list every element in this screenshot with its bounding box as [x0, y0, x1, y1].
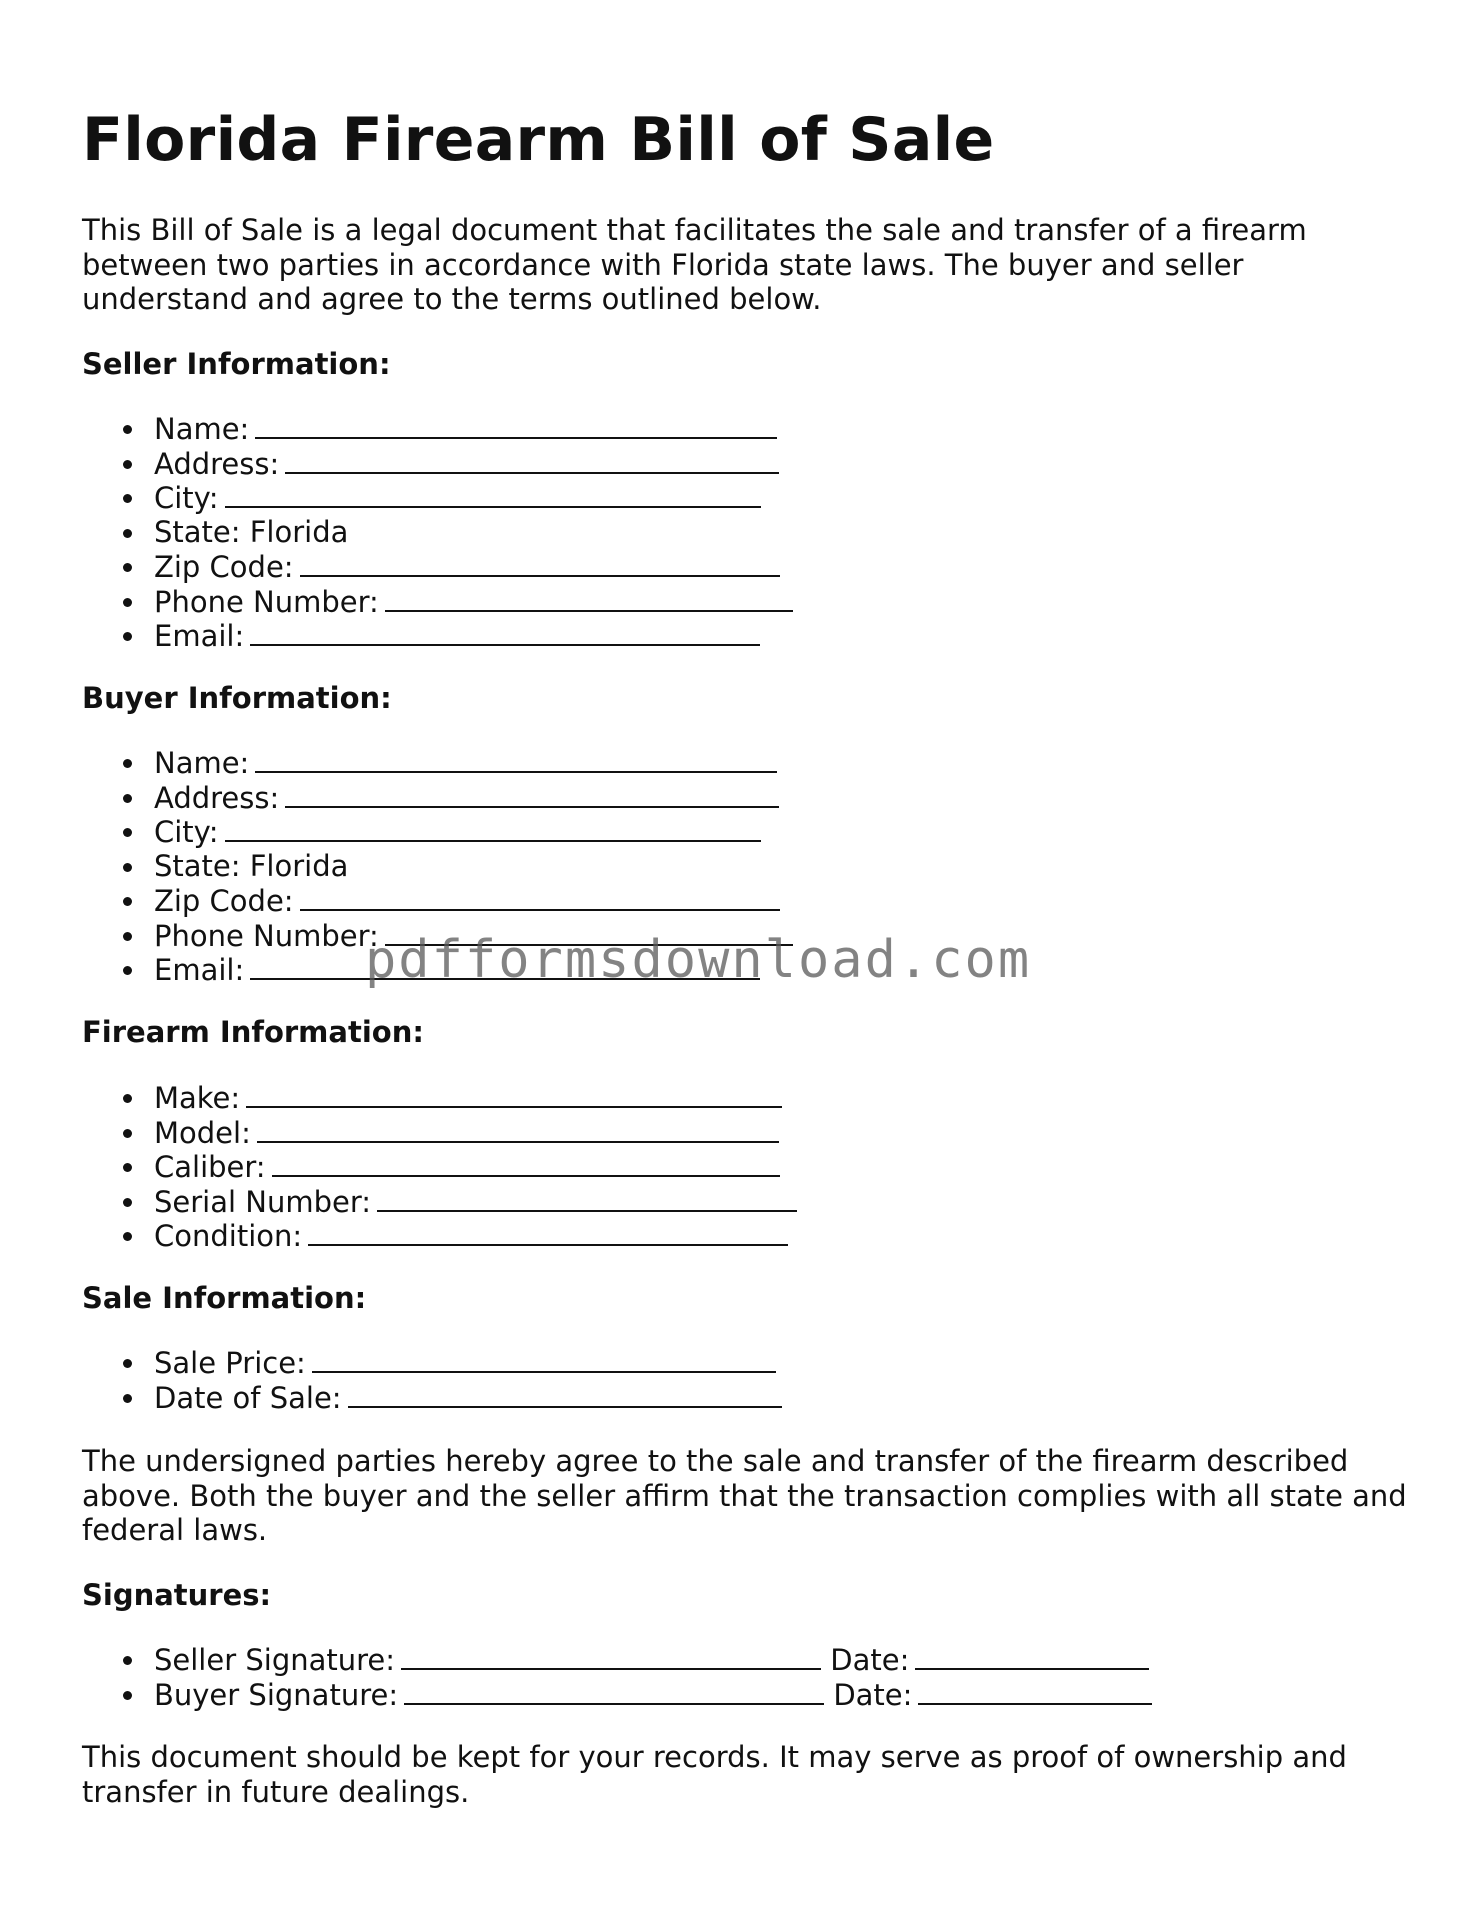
firearm-model-field[interactable]: [257, 1115, 779, 1143]
buyer-state-label: State: Florida: [154, 848, 349, 883]
buyer-city-label: City:: [154, 815, 219, 849]
list-item: [82, 814, 793, 849]
agreement-paragraph: The undersigned parties hereby agree to the sale and transfer of the firearm described above. Both the buyer and the seller affirm that the transaction complies with all state and federal laws.: [82, 1444, 1407, 1547]
firearm-heading: Firearm Information:: [82, 1015, 424, 1049]
seller-name-label: Name:: [154, 412, 250, 446]
buyer-city-field[interactable]: [225, 814, 761, 842]
seller-address-field[interactable]: [285, 446, 779, 474]
seller-city-label: City:: [154, 481, 219, 515]
buyer-zip-label: Zip Code:: [154, 884, 294, 918]
seller-city-field[interactable]: [225, 480, 761, 508]
seller-date-field[interactable]: [915, 1642, 1149, 1670]
buyer-signature-label: Buyer Signature:: [154, 1677, 399, 1712]
list-item: [82, 549, 793, 584]
seller-email-field[interactable]: [250, 618, 760, 646]
list-item: [82, 1115, 797, 1150]
closing-paragraph: This document should be kept for your records. It may serve as proof of ownership and transfer in future dealings.: [82, 1740, 1347, 1809]
watermark-text: pdfformsdownload.com: [365, 930, 1032, 990]
firearm-caliber-field[interactable]: [272, 1149, 780, 1177]
seller-phone-field[interactable]: [385, 584, 793, 612]
signatures-heading: Signatures:: [82, 1578, 272, 1612]
seller-phone-label: Phone Number:: [154, 584, 379, 619]
list-item: [82, 1345, 782, 1380]
firearm-caliber-label: Caliber:: [154, 1150, 266, 1184]
list-item: [82, 1218, 797, 1253]
buyer-phone-label: Phone Number:: [154, 918, 379, 953]
list-item: [82, 1080, 797, 1115]
sale-date-label: Date of Sale:: [154, 1380, 342, 1415]
list-item: [82, 618, 793, 653]
seller-zip-label: Zip Code:: [154, 550, 294, 584]
list-item: [82, 1184, 797, 1219]
seller-address-label: Address:: [154, 446, 280, 481]
sale-date-field[interactable]: [348, 1380, 782, 1408]
seller-date-label: Date:: [830, 1643, 910, 1677]
sale-heading: Sale Information:: [82, 1281, 367, 1315]
buyer-date-label: Date:: [833, 1677, 913, 1712]
list-item: [82, 883, 793, 918]
seller-signature-field[interactable]: [401, 1642, 821, 1670]
firearm-fields: [82, 1080, 797, 1253]
list-item: [82, 446, 793, 481]
sale-price-label: Sale Price:: [154, 1346, 306, 1380]
list-item: [82, 515, 793, 550]
sale-fields: [82, 1345, 782, 1414]
buyer-email-label: Email:: [154, 953, 245, 987]
sale-price-field[interactable]: [312, 1345, 776, 1373]
firearm-make-label: Make:: [154, 1081, 241, 1115]
intro-paragraph: This Bill of Sale is a legal document that facilitates the sale and transfer of a firearm between two parties in accordance with Florida state laws. The buyer and seller understand and agree to the terms outlined below.: [82, 213, 1307, 316]
buyer-heading: Buyer Information:: [82, 681, 392, 715]
buyer-date-field[interactable]: [918, 1677, 1152, 1705]
buyer-signature-field[interactable]: [404, 1677, 824, 1705]
list-item: [82, 780, 793, 815]
signature-fields: [82, 1642, 1152, 1711]
seller-signature-label: Seller Signature:: [154, 1643, 396, 1677]
list-item: [82, 1642, 1152, 1677]
list-item: [82, 1149, 797, 1184]
seller-name-field[interactable]: [255, 411, 777, 439]
firearm-condition-label: Condition:: [154, 1219, 303, 1253]
buyer-zip-field[interactable]: [300, 883, 780, 911]
list-item: [82, 849, 793, 884]
seller-email-label: Email:: [154, 619, 245, 653]
list-item: [82, 411, 793, 446]
seller-state-label: State: Florida: [154, 514, 349, 549]
list-item: [82, 745, 793, 780]
seller-heading: Seller Information:: [82, 347, 391, 381]
list-item: [82, 1380, 782, 1415]
firearm-condition-field[interactable]: [308, 1218, 788, 1246]
buyer-address-label: Address:: [154, 780, 280, 815]
list-item: [82, 480, 793, 515]
firearm-make-field[interactable]: [246, 1080, 782, 1108]
buyer-name-field[interactable]: [255, 745, 777, 773]
buyer-address-field[interactable]: [285, 780, 779, 808]
list-item: [82, 584, 793, 619]
document-title: Florida Firearm Bill of Sale: [82, 105, 995, 175]
seller-zip-field[interactable]: [300, 549, 780, 577]
seller-fields: [82, 411, 793, 653]
firearm-model-label: Model:: [154, 1115, 251, 1150]
buyer-name-label: Name:: [154, 746, 250, 780]
list-item: [82, 1677, 1152, 1712]
firearm-serial-field[interactable]: [377, 1184, 797, 1212]
firearm-serial-label: Serial Number:: [154, 1184, 372, 1219]
